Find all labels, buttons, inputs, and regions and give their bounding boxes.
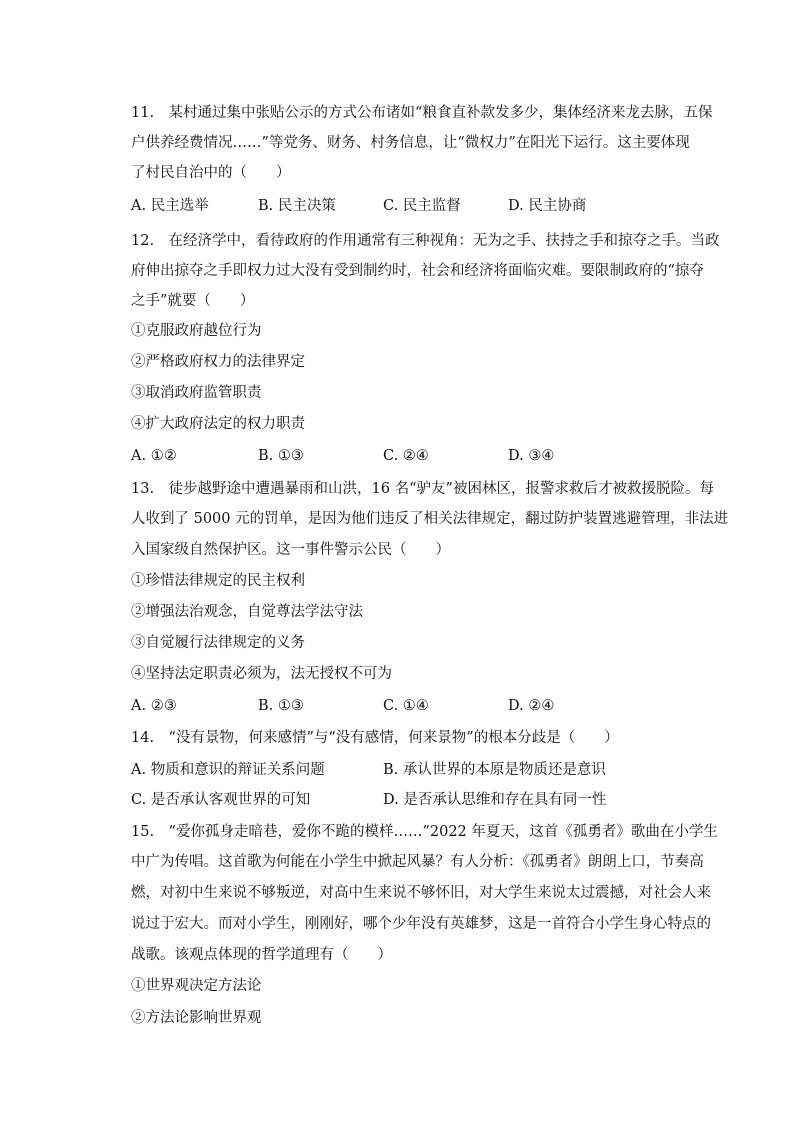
q14-stem-line-1: 14. “没有景物，何来感情”与“没有感情，何来景物”的根本分歧是（ ） [131,730,619,746]
q12-option-a: A. ①② [131,448,177,464]
q15-stem-line-2: 中广为传唱。这首歌为何能在小学生中掀起风暴？有人分析：《孤勇者》朗朗上口，节奏高 [131,854,704,870]
q14-option-d: D. 是否承认思维和存在具有同一性 [383,792,607,808]
q11-option-b: B. 民主决策 [258,198,336,214]
q12-item-4: ④扩大政府法定的权力职责 [131,416,305,432]
q13-option-a: A. ②③ [131,698,177,714]
q15-stem-line-5: 战歌。该观点体现的哲学道理有（ ） [131,947,392,963]
q11-option-c: C. 民主监督 [383,198,461,214]
q13-item-1: ①珍惜法律规定的民主权利 [131,573,305,589]
q15-item-1: ①世界观决定方法论 [131,978,262,994]
q15-stem-line-4: 说过于宏大。而对小学生，刚刚好，哪个少年没有英雄梦，这是一首符合小学生身心特点的 [131,916,711,932]
q11-stem-line-1: 11. 某村通过集中张贴公示的方式公布诸如“粮食直补款发多少，集体经济来龙去脉，五保 [131,105,713,121]
q12-stem-line-3: 之手”就要（ ） [131,293,255,309]
q13-item-4: ④坚持法定职责必须为，法无授权不可为 [131,666,392,682]
q11-stem-line-2: 户供养经费情况……”等党务、财务、村务信息，让“微权力”在阳光下运行。这主要体现 [131,135,690,151]
q11-stem-line-3: 了村民自治中的（ ） [131,165,291,181]
q12-item-3: ③取消政府监管职责 [131,385,262,401]
q15-stem-line-3: 燃，对初中生来说不够叛逆，对高中生来说不够怀旧，对大学生来说太过震撼，对社会人来 [131,885,711,901]
q11-option-d: D. 民主协商 [508,198,587,214]
q11-option-a: A. 民主选举 [131,198,209,214]
q12-option-b: B. ①③ [258,448,304,464]
q13-stem-line-2: 人收到了 5000 元的罚单，是因为他们违反了相关法律规定，翻过防护装置逃避管理，非法进 [131,511,729,527]
q12-option-c: C. ②④ [383,448,429,464]
q12-option-d: D. ③④ [508,448,555,464]
q14-option-a: A. 物质和意识的辩证关系问题 [131,762,325,778]
q14-option-c: C. 是否承认客观世界的可知 [131,792,311,808]
q13-stem-line-3: 入国家级自然保护区。这一事件警示公民（ ） [131,542,450,558]
q12-item-1: ①克服政府越位行为 [131,323,262,339]
q15-stem-line-1: 15. “爱你孤身走暗巷，爱你不跪的模样……”2022 年夏天，这首《孤勇者》歌曲在小学生 [131,824,718,840]
q13-option-b: B. ①③ [258,698,304,714]
q12-stem-line-1: 12. 在经济学中，看待政府的作用通常有三种视角：无为之手、扶持之手和掠夺之手。当政 [131,233,720,249]
q14-option-b: B. 承认世界的本原是物质还是意识 [383,762,606,778]
q13-option-c: C. ①④ [383,698,429,714]
q13-item-3: ③自觉履行法律规定的义务 [131,635,305,651]
q12-stem-line-2: 府伸出掠夺之手即权力过大没有受到制约时，社会和经济将面临灾难。要限制政府的“掠夺 [131,263,704,279]
q12-item-2: ②严格政府权力的法律界定 [131,354,305,370]
q13-option-d: D. ②④ [508,698,555,714]
q13-stem-line-1: 13. 徒步越野途中遭遇暴雨和山洪，16 名“驴友”被困林区，报警求救后才被救援脱险。每 [131,481,714,497]
q15-item-2: ②方法论影响世界观 [131,1010,262,1026]
q13-item-2: ②增强法治观念，自觉尊法学法守法 [131,604,363,620]
